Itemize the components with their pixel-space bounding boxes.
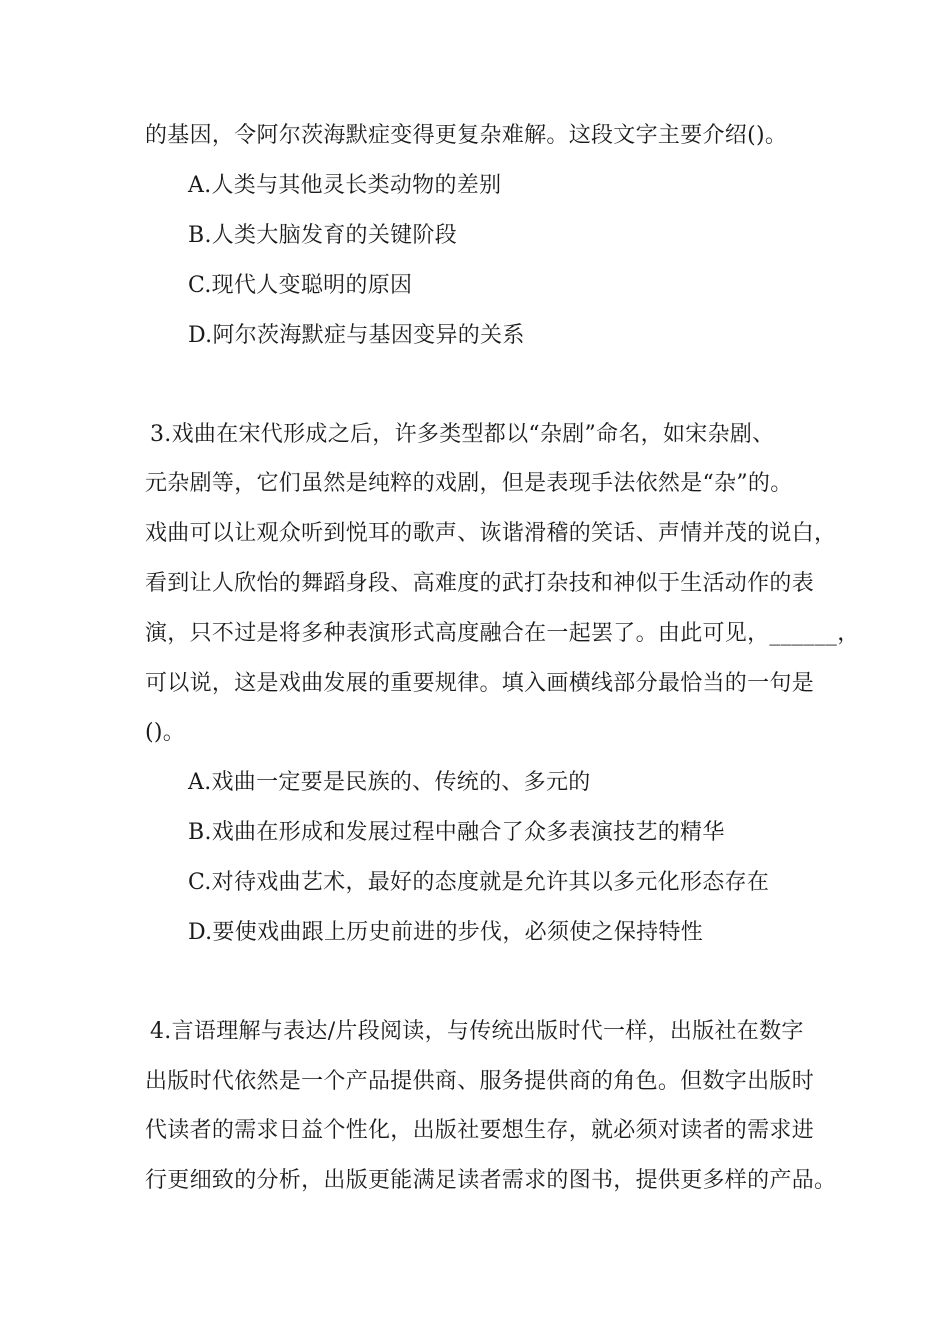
q4-stem-line-2: 出版时代依然是一个产品提供商、服务提供商的角色。但数字出版时 (145, 1069, 815, 1094)
q3-stem-line-6: 可以说，这是戏曲发展的重要规律。填入画横线部分最恰当的一句是 (145, 671, 815, 696)
q4-stem-line-1: 4.言语理解与表达/片段阅读，与传统出版时代一样，出版社在数字 (150, 1019, 804, 1044)
q4-stem-line-3: 代读者的需求日益个性化，出版社要想生存，就必须对读者的需求进 (145, 1118, 815, 1143)
q2-option-a: A.人类与其他灵长类动物的差别 (188, 173, 502, 198)
q3-stem-line-3: 戏曲可以让观众听到悦耳的歌声、诙谐滑稽的笑话、声情并茂的说白， (145, 521, 837, 546)
q3-option-a: A.戏曲一定要是民族的、传统的、多元的 (188, 770, 591, 795)
q3-option-c: C.对待戏曲艺术，最好的态度就是允许其以多元化形态存在 (188, 870, 770, 895)
q3-stem-line-5: 演，只不过是将多种表演形式高度融合在一起罢了。由此可见，______， (145, 621, 860, 646)
q3-stem-line-1: 3.戏曲在宋代形成之后，许多类型都以“杂剧”命名，如宋杂剧、 (150, 422, 775, 447)
q3-stem-line-4: 看到让人欣怡的舞蹈身段、高难度的武打杂技和神似于生活动作的表 (145, 571, 815, 596)
q3-option-d: D.要使戏曲跟上历史前进的步伐，必须使之保持特性 (188, 920, 704, 945)
q2-option-c: C.现代人变聪明的原因 (188, 273, 413, 298)
q3-stem-line-7: ()。 (145, 720, 186, 745)
q2-option-b: B.人类大脑发育的关键阶段 (188, 223, 458, 248)
q3-option-b: B.戏曲在形成和发展过程中融合了众多表演技艺的精华 (188, 820, 725, 845)
q4-stem-line-4: 行更细致的分析，出版更能满足读者需求的图书，提供更多样的产品。 (145, 1168, 837, 1193)
q3-stem-line-2: 元杂剧等，它们虽然是纯粹的戏剧，但是表现手法依然是“杂”的。 (145, 471, 793, 496)
q2-stem-tail: 的基因，令阿尔茨海默症变得更复杂难解。这段文字主要介绍()。 (145, 123, 788, 148)
q2-option-d: D.阿尔茨海默症与基因变异的关系 (188, 323, 525, 348)
